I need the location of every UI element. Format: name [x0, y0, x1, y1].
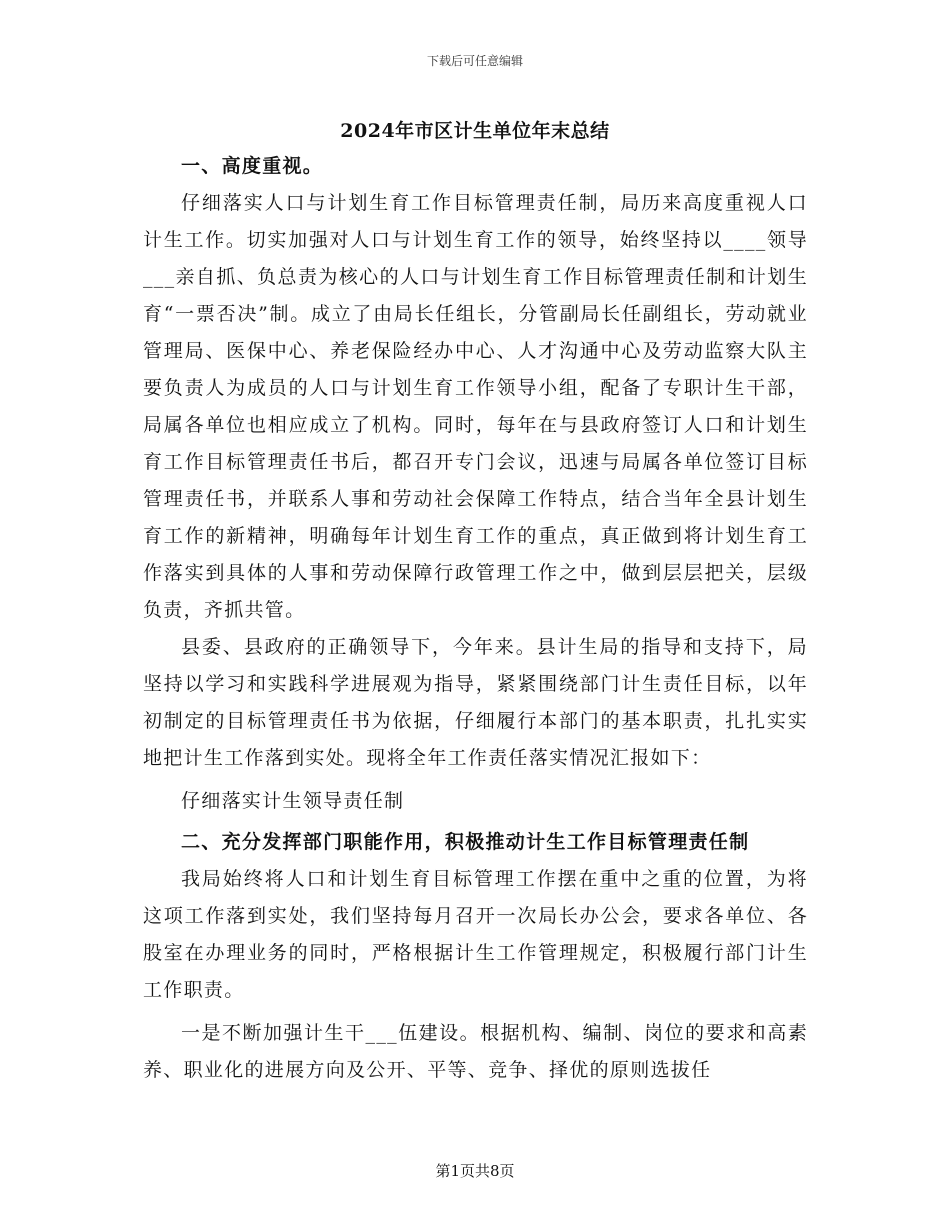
paragraph-1: 仔细落实人口与计划生育工作目标管理责任制，局历来高度重视人口计生工作。切实加强对人口与计划生育工作的领导，始终坚持以____领导___亲自抓、负总责为核心的人口与计划生育工作目标管理责任制和计划生育“一票否决”制。成立了由局长任组长，分管副局长任副组长，劳动就业管理局、医保中心、养老保险经办中心、人才沟通中心及劳动监察大队主要负责人为成员的人口与计划生育工作领导小组，配备了专职计生干部，局属各单位也相应成立了机构。同时，每年在与县政府签订人口和计划生育工作目标管理责任书后，都召开专门会议，迅速与局属各单位签订目标管理责任书，并联系人事和劳动社会保障工作特点，结合当年全县计划生育工作的新精神，明确每年计划生育工作的重点，真正做到将计划生育工作落实到具体的人事和劳动保障行政管理工作之中，做到层层把关，层级负责，齐抓共管。 [143, 192, 808, 621]
document-title: 2024年市区计生单位年末总结 [340, 120, 610, 142]
section-heading-2: 二、充分发挥部门职能作用，积极推动计生工作目标管理责任制 [181, 831, 750, 853]
paragraph-2: 县委、县政府的正确领导下，今年来。县计生局的指导和支持下，局坚持以学习和实践科学进展观为指导，紧紧围绕部门计生责任目标，以年初制定的目标管理责任书为依据，仔细履行本部门的基本职责，扎扎实实地把计生工作落到实处。现将全年工作责任落实情况汇报如下： [143, 636, 808, 769]
page-header-note: 下载后可任意编辑 [426, 54, 523, 68]
paragraph-3: 仔细落实计生领导责任制 [181, 790, 405, 812]
section-heading-1: 一、高度重视。 [181, 155, 324, 177]
document-body [143, 148, 808, 1089]
paragraph-5: 一是不断加强计生干___伍建设。根据机构、编制、岗位的要求和高素养、职业化的进展方向及公开、平等、竞争、择优的原则选拔任 [143, 1022, 808, 1081]
paragraph-4: 我局始终将人口和计划生育目标管理工作摆在重中之重的位置，为将这项工作落到实处，我们坚持每月召开一次局长办公会，要求各单位、各股室在办理业务的同时，严格根据计生工作管理规定，积极履行部门计生工作职责。 [143, 868, 808, 1001]
page-footer-number: 第1页共8页 [435, 1162, 515, 1180]
